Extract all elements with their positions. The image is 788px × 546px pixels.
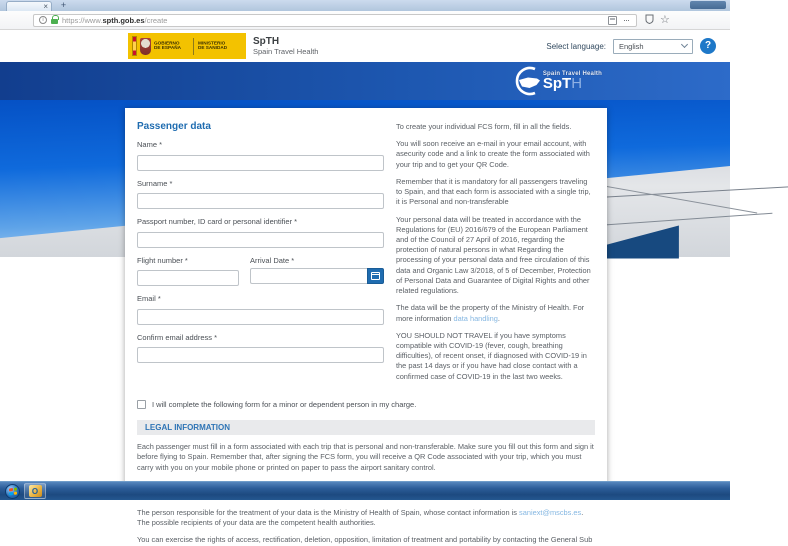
browser-navbar — [0, 11, 730, 30]
info-paragraph: Remember that it is mandatory for all passengers traveling to Spain, and that each form is associated with a single trip, it is Personal and non-transferable — [396, 176, 591, 207]
form-title: Passenger data — [137, 121, 211, 132]
chevron-down-icon — [681, 41, 688, 48]
legal-information-title: LEGAL INFORMATION — [137, 420, 595, 435]
outlook-icon: O — [29, 485, 42, 497]
url-text: https://www.spth.gob.es/create — [62, 15, 168, 25]
browser-tab-strip — [0, 0, 730, 11]
logo-wordmark-small: Spain Travel Health — [542, 70, 602, 77]
logo-wordmark-large: SpTH — [542, 74, 583, 92]
language-area — [546, 38, 716, 54]
brand-title: SpTH — [253, 36, 280, 47]
site-header — [0, 30, 730, 62]
browser-tab[interactable] — [6, 1, 52, 11]
minor-checkbox-label: I will complete the following form for a minor or dependent person in my charge. — [152, 399, 417, 409]
passport-label: Passport number, ID card or personal identifier * — [137, 217, 298, 226]
email-label: Email * — [137, 294, 161, 303]
page-banner — [0, 62, 730, 100]
name-label: Name * — [137, 140, 163, 149]
surname-input[interactable] — [137, 193, 384, 209]
passenger-form — [137, 121, 384, 389]
pocket-shield-icon[interactable] — [645, 11, 654, 29]
calendar-button[interactable] — [367, 268, 384, 284]
info-column — [396, 121, 595, 389]
page-actions-icon[interactable]: ··· — [623, 15, 629, 25]
name-input[interactable] — [137, 155, 384, 171]
spth-logo — [509, 65, 602, 97]
tab-close-icon[interactable]: × — [43, 1, 48, 11]
brand-subtitle: Spain Travel Health — [253, 47, 319, 56]
spain-flag-icon — [132, 36, 137, 56]
spain-government-logo: GOBIERNO DE ESPAÑA MINISTERIO DE SANIDAD — [128, 33, 246, 59]
info-paragraph: To create your individual FCS form, fill in all the fields. — [396, 122, 572, 131]
main-form-card — [125, 108, 607, 545]
lock-icon[interactable] — [51, 19, 58, 24]
coat-of-arms-icon — [140, 38, 151, 55]
windows-logo-icon — [9, 487, 17, 495]
legal-paragraph: The person responsible for the treatment of your data is the Ministry of Health of Spain, whose contact information is saniext@mscbs.es. The possible recipients of your data are the competent health authorities. — [137, 507, 584, 527]
legal-paragraph: Each passenger must fill in a form associated with each trip that is personal and non-transferable. Make sure you fill out this form and sign it before flying to Spain. Remember that, after signing the FCS form, you will receive a QR Code associated with your trip, which you must carry with you on your mobile phone or printed on paper to pass the airport sanitary control. — [137, 441, 594, 472]
info-paragraph: The data will be the property of the Ministry of Health. For more information data handling. — [396, 303, 585, 323]
bookmark-star-icon[interactable]: ☆ — [660, 14, 670, 26]
surname-label: Surname * — [137, 178, 173, 188]
info-paragraph: Your personal data will be treated in accordance with the Regulations for (EU) 2016/679 of the European Parliament and of the Council of 27 April of 2016, regarding the protection of natural persons in what Regarding the processing of your personal data and free circulation of this data and Organic Law 3/2018, of 5 of December, Protection of Personal Data and Guarantee of Digital Rights and other related regulations. — [396, 214, 591, 296]
window-controls[interactable] — [690, 1, 726, 9]
passport-input[interactable] — [137, 232, 384, 248]
language-label: Select language: — [546, 41, 606, 51]
flight-number-label: Flight number * — [137, 255, 188, 265]
data-handling-link[interactable]: data handling — [453, 313, 498, 323]
confirm-email-label: Confirm email address * — [137, 332, 218, 342]
site-brand — [253, 36, 318, 56]
new-tab-button[interactable]: + — [60, 0, 67, 10]
contact-email-link[interactable]: saniext@mscbs.es — [519, 507, 582, 517]
language-selected-value: English — [619, 41, 644, 51]
windows-taskbar — [0, 481, 730, 500]
info-paragraph: You will soon receive an e-mail in your email account, with asecurity code and a link to create the form associated with your trip and to get your QR Code. — [396, 139, 590, 169]
reader-mode-icon[interactable] — [608, 16, 617, 25]
language-select[interactable] — [613, 39, 693, 54]
minor-checkbox-row — [137, 400, 595, 409]
start-button[interactable] — [5, 484, 20, 499]
calendar-icon — [371, 272, 380, 280]
arrival-date-label: Arrival Date * — [250, 255, 295, 265]
confirm-email-input[interactable] — [137, 347, 384, 363]
email-input[interactable] — [137, 309, 384, 325]
info-paragraph: YOU SHOULD NOT TRAVEL if you have symptoms compatible with COVID-19 (fever, cough, breathing difficulties), of recent onset, if diagnosed with COVID-19 in the past 14 days or if you have had close contact with a confirmed case of COVID-19 in the last two weeks. — [396, 330, 587, 381]
minor-checkbox[interactable] — [137, 400, 146, 409]
legal-paragraph: You can exercise the rights of access, rectification, deletion, opposition, limitation of treatment and portability by contacting the General Sub — [137, 535, 593, 545]
arrival-date-input[interactable] — [250, 268, 367, 284]
page-info-icon[interactable]: i — [39, 16, 47, 24]
help-button[interactable]: ? — [700, 38, 716, 54]
outlook-taskbar-button[interactable] — [24, 483, 46, 499]
address-bar[interactable] — [33, 14, 637, 27]
flight-number-input[interactable] — [137, 270, 239, 286]
